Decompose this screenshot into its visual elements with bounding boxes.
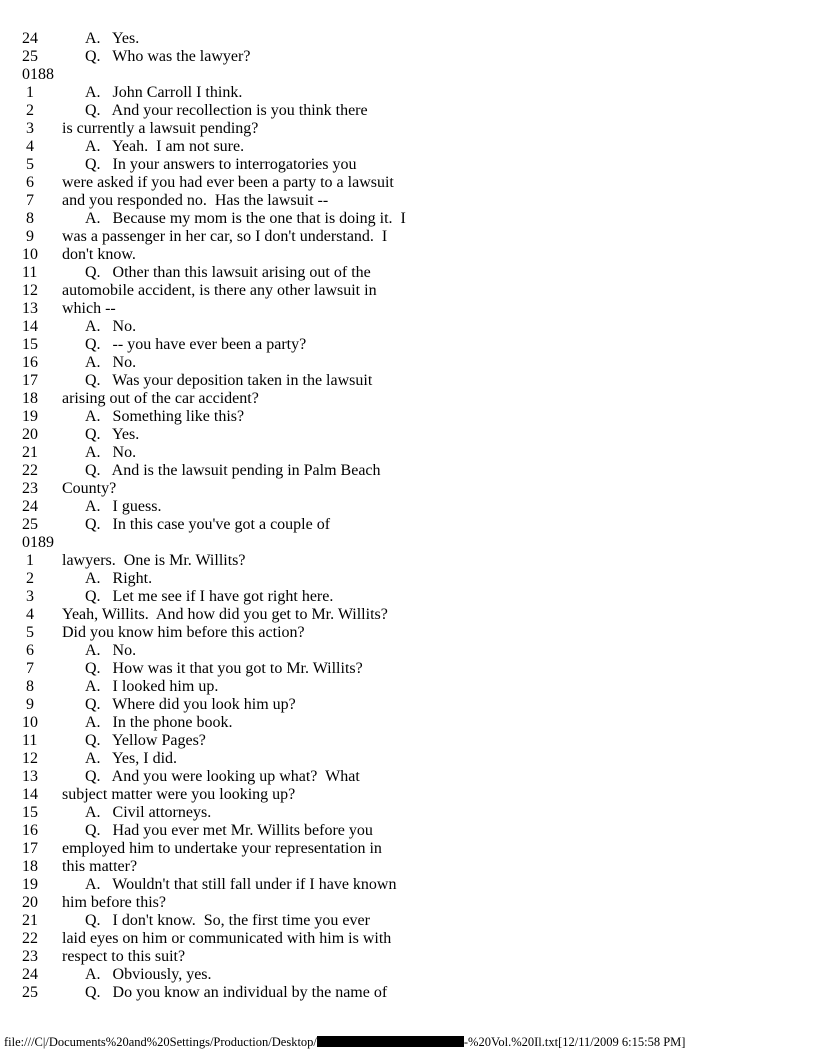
transcript-line <box>22 750 406 768</box>
transcript-line <box>22 264 406 282</box>
line-number: 19 <box>22 876 38 893</box>
line-text: were asked if you had ever been a party to a lawsuit <box>62 174 394 191</box>
transcript-line <box>22 210 406 228</box>
transcript-line <box>22 948 406 966</box>
transcript-line <box>22 138 406 156</box>
line-text: Q. -- you have ever been a party? <box>85 336 307 353</box>
transcript-line <box>22 30 406 48</box>
line-text: Q. I don't know. So, the first time you ever <box>85 912 370 929</box>
transcript-line <box>22 876 406 894</box>
line-text: him before this? <box>62 894 166 911</box>
line-number: 12 <box>22 282 38 299</box>
line-text: Q. Was your deposition taken in the lawsuit <box>85 372 373 389</box>
line-number: 11 <box>22 732 38 749</box>
line-number: 14 <box>22 786 38 803</box>
line-number: 25 <box>22 984 38 1001</box>
transcript-line <box>22 966 406 984</box>
transcript-line <box>22 102 406 120</box>
line-number: 3 <box>22 120 34 137</box>
transcript-line <box>22 480 406 498</box>
line-text: Q. And your recollection is you think there <box>85 102 368 119</box>
line-number: 17 <box>22 840 38 857</box>
line-number: 11 <box>22 264 38 281</box>
transcript-line <box>22 354 406 372</box>
transcript-line <box>22 552 406 570</box>
line-number: 1 <box>22 552 34 569</box>
line-text: A. In the phone book. <box>85 714 233 731</box>
line-number: 23 <box>22 480 38 497</box>
line-number: 25 <box>22 516 38 533</box>
transcript-line <box>22 174 406 192</box>
line-number: 9 <box>22 696 34 713</box>
line-number: 10 <box>22 246 38 263</box>
line-text: Q. Do you know an individual by the name of <box>85 984 388 1001</box>
footer-path-prefix: file:///C|/Documents%20and%20Settings/Production/Desktop/ <box>4 1035 317 1049</box>
line-text: is currently a lawsuit pending? <box>62 120 259 137</box>
line-number: 25 <box>22 48 38 65</box>
footer-file-path <box>4 1035 685 1049</box>
line-text: arising out of the car accident? <box>62 390 259 407</box>
line-number: 7 <box>22 660 34 677</box>
line-text: Q. Yes. <box>85 426 140 443</box>
line-number: 18 <box>22 390 38 407</box>
line-number: 3 <box>22 588 34 605</box>
line-number: 15 <box>22 804 38 821</box>
transcript-line <box>22 462 406 480</box>
transcript-line <box>22 678 406 696</box>
transcript-body <box>22 30 406 1002</box>
line-number: 22 <box>22 462 38 479</box>
transcript-line <box>22 84 406 102</box>
line-number: 6 <box>22 174 34 191</box>
transcript-line <box>22 426 406 444</box>
line-text: Yeah, Willits. And how did you get to Mr. Willits? <box>62 606 388 623</box>
line-number: 24 <box>22 30 38 47</box>
transcript-line <box>22 192 406 210</box>
line-text: don't know. <box>62 246 136 263</box>
transcript-line <box>22 318 406 336</box>
transcript-line <box>22 768 406 786</box>
transcript-line <box>22 300 406 318</box>
line-text: County? <box>62 480 117 497</box>
footer-path-suffix: -%20Vol.%20Il.txt[12/11/2009 6:15:58 PM] <box>463 1035 686 1049</box>
line-number: 13 <box>22 300 38 317</box>
transcript-line <box>22 858 406 876</box>
line-number: 17 <box>22 372 38 389</box>
transcript-line <box>22 570 406 588</box>
line-number: 8 <box>22 678 34 695</box>
transcript-line <box>22 516 406 534</box>
line-text: Q. And you were looking up what? What <box>85 768 360 785</box>
line-text: A. Yeah. I am not sure. <box>85 138 245 155</box>
line-text: A. Yes, I did. <box>85 750 178 767</box>
line-text: Q. Other than this lawsuit arising out of the <box>85 264 371 281</box>
page-number-line <box>22 534 406 552</box>
line-number: 20 <box>22 426 38 443</box>
line-text: subject matter were you looking up? <box>62 786 296 803</box>
line-number: 13 <box>22 768 38 785</box>
line-text: Q. In this case you've got a couple of <box>85 516 331 533</box>
transcript-line <box>22 120 406 138</box>
transcript-line <box>22 606 406 624</box>
transcript-line <box>22 156 406 174</box>
line-number: 21 <box>22 444 38 461</box>
line-number: 1 <box>22 84 34 101</box>
line-text: Q. How was it that you got to Mr. Willits? <box>85 660 363 677</box>
transcript-line <box>22 588 406 606</box>
transcript-line <box>22 390 406 408</box>
line-text: Q. Yellow Pages? <box>85 732 206 749</box>
line-text: was a passenger in her car, so I don't understand. I <box>62 228 388 245</box>
line-number: 4 <box>22 138 34 155</box>
line-text: which -- <box>62 300 116 317</box>
transcript-line <box>22 822 406 840</box>
page-number-line <box>22 66 406 84</box>
line-number: 5 <box>22 624 34 641</box>
line-number: 16 <box>22 822 38 839</box>
line-text: automobile accident, is there any other lawsuit in <box>62 282 377 299</box>
line-text: Q. Who was the lawyer? <box>85 48 251 65</box>
page-number: 0188 <box>22 66 54 83</box>
line-text: A. No. <box>85 444 137 461</box>
line-text: A. Wouldn't that still fall under if I have known <box>85 876 397 893</box>
transcript-line <box>22 894 406 912</box>
line-text: A. Civil attorneys. <box>85 804 212 821</box>
transcript-line <box>22 804 406 822</box>
redaction-box <box>317 1036 464 1047</box>
line-text: Did you know him before this action? <box>62 624 305 641</box>
transcript-line <box>22 498 406 516</box>
line-text: A. I guess. <box>85 498 162 515</box>
line-number: 21 <box>22 912 38 929</box>
line-text: laid eyes on him or communicated with him is with <box>62 930 392 947</box>
transcript-line <box>22 912 406 930</box>
line-number: 4 <box>22 606 34 623</box>
line-text: and you responded no. Has the lawsuit -- <box>62 192 329 209</box>
line-text: A. John Carroll I think. <box>85 84 243 101</box>
transcript-line <box>22 696 406 714</box>
line-text: A. Something like this? <box>85 408 245 425</box>
transcript-line <box>22 372 406 390</box>
transcript-line <box>22 624 406 642</box>
transcript-line <box>22 246 406 264</box>
transcript-line <box>22 228 406 246</box>
page-number: 0189 <box>22 534 54 551</box>
transcript-line <box>22 48 406 66</box>
line-number: 24 <box>22 966 38 983</box>
line-text: Q. In your answers to interrogatories you <box>85 156 357 173</box>
line-number: 16 <box>22 354 38 371</box>
line-number: 22 <box>22 930 38 947</box>
line-text: lawyers. One is Mr. Willits? <box>62 552 246 569</box>
line-number: 18 <box>22 858 38 875</box>
line-number: 12 <box>22 750 38 767</box>
line-number: 6 <box>22 642 34 659</box>
line-text: A. I looked him up. <box>85 678 219 695</box>
line-number: 23 <box>22 948 38 965</box>
line-number: 5 <box>22 156 34 173</box>
transcript-line <box>22 642 406 660</box>
line-text: this matter? <box>62 858 138 875</box>
line-number: 15 <box>22 336 38 353</box>
transcript-line <box>22 786 406 804</box>
transcript-line <box>22 444 406 462</box>
transcript-line <box>22 984 406 1002</box>
line-number: 8 <box>22 210 34 227</box>
line-text: A. No. <box>85 354 137 371</box>
line-text: Q. Had you ever met Mr. Willits before you <box>85 822 373 839</box>
transcript-line <box>22 930 406 948</box>
transcript-line <box>22 336 406 354</box>
line-text: A. Obviously, yes. <box>85 966 212 983</box>
line-number: 24 <box>22 498 38 515</box>
line-number: 10 <box>22 714 38 731</box>
transcript-line <box>22 714 406 732</box>
transcript-line <box>22 282 406 300</box>
line-number: 9 <box>22 228 34 245</box>
line-text: A. Right. <box>85 570 153 587</box>
transcript-line <box>22 660 406 678</box>
transcript-line <box>22 840 406 858</box>
line-number: 2 <box>22 570 34 587</box>
line-number: 2 <box>22 102 34 119</box>
line-text: A. Because my mom is the one that is doing it. I <box>85 210 406 227</box>
line-text: respect to this suit? <box>62 948 186 965</box>
transcript-line <box>22 732 406 750</box>
line-text: Q. And is the lawsuit pending in Palm Beach <box>85 462 381 479</box>
line-text: employed him to undertake your representation in <box>62 840 382 857</box>
line-text: A. Yes. <box>85 30 140 47</box>
line-number: 20 <box>22 894 38 911</box>
transcript-line <box>22 408 406 426</box>
line-text: A. No. <box>85 642 137 659</box>
line-number: 14 <box>22 318 38 335</box>
line-text: Q. Let me see if I have got right here. <box>85 588 334 605</box>
line-text: Q. Where did you look him up? <box>85 696 296 713</box>
line-number: 19 <box>22 408 38 425</box>
line-number: 7 <box>22 192 34 209</box>
line-text: A. No. <box>85 318 137 335</box>
